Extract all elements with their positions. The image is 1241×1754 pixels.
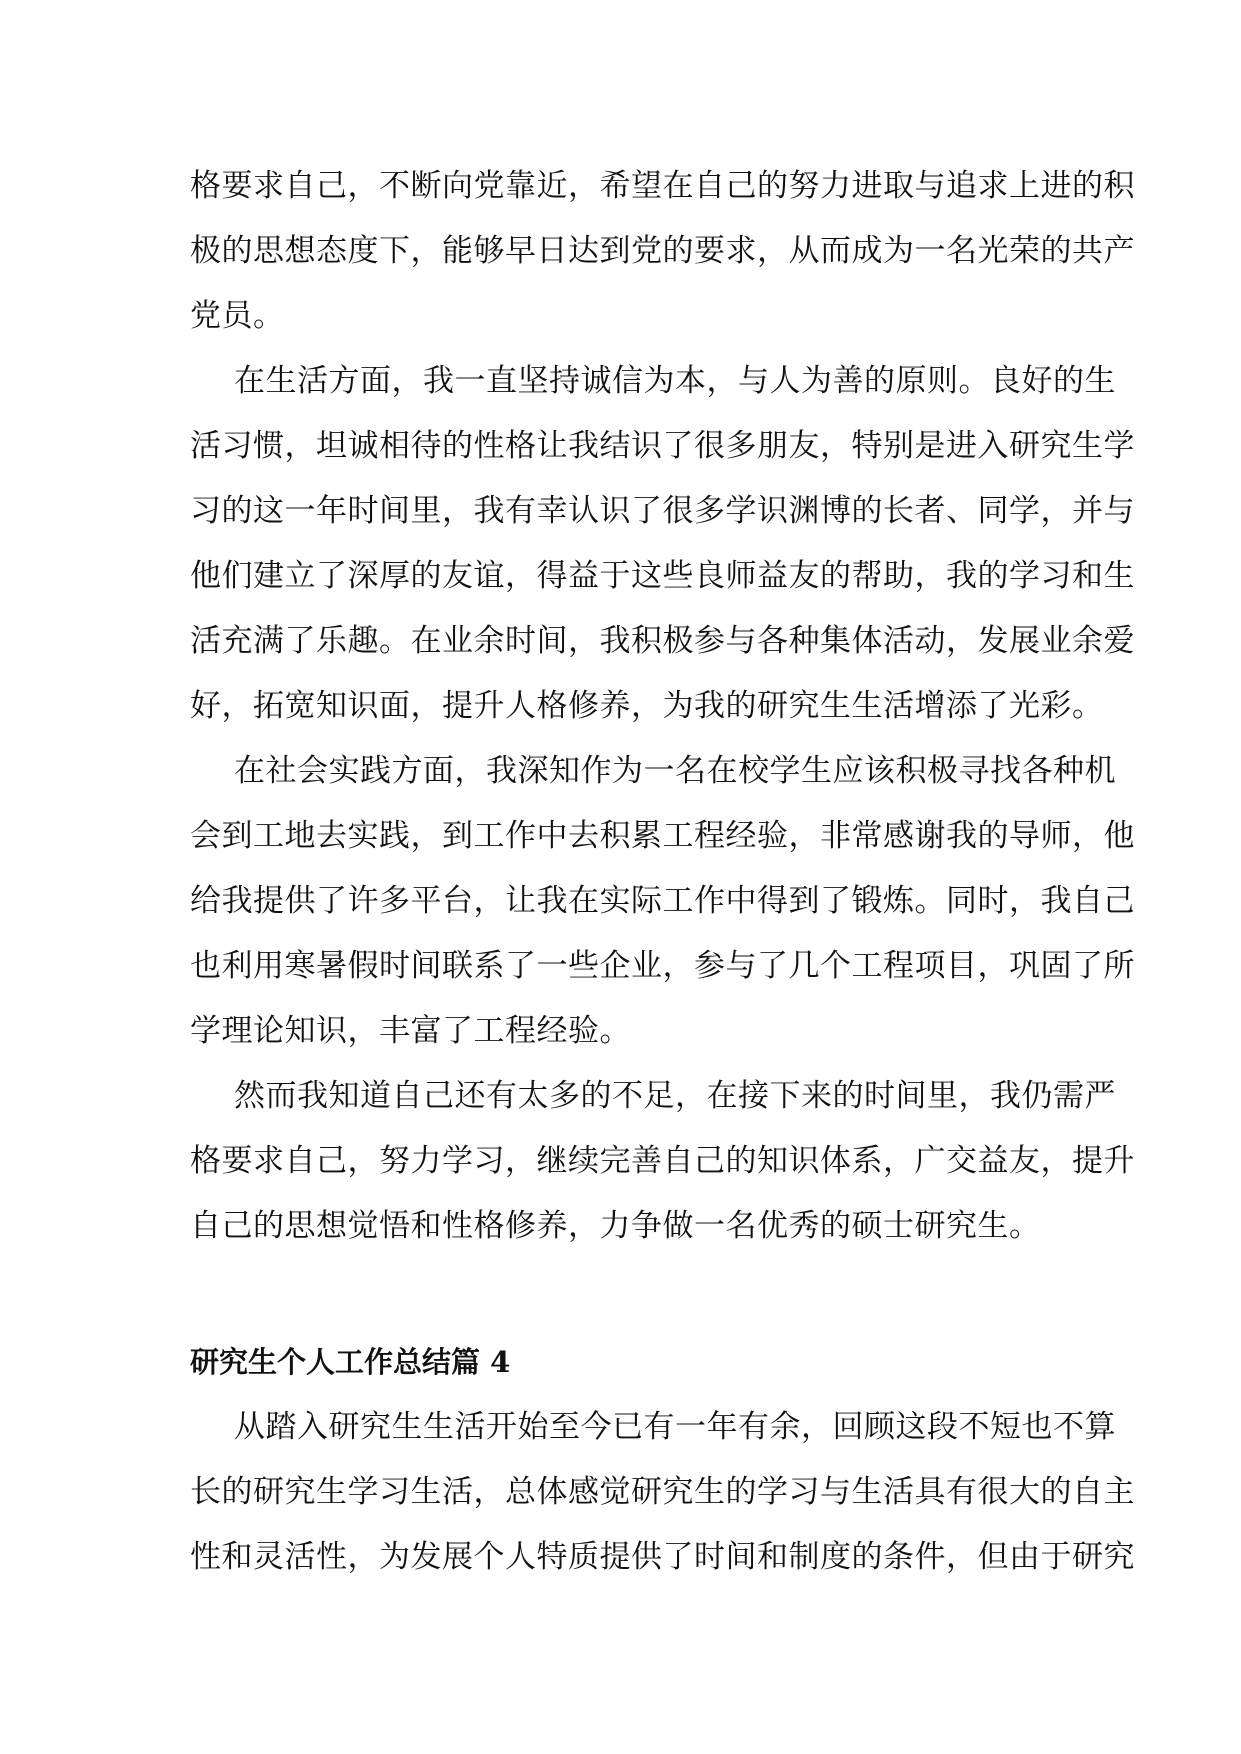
paragraph-line: 极的思想态度下，能够早日达到党的要求，从而成为一名光荣的共产 (190, 233, 1135, 269)
paragraph-line: 性和灵活性，为发展个人特质提供了时间和制度的条件，但由于研究 (190, 1539, 1135, 1575)
paragraph-line: 从踏入研究生生活开始至今已有一年有余，回顾这段不短也不算 (234, 1409, 1116, 1445)
document-body (190, 154, 1135, 1590)
paragraph-line: 在社会实践方面，我深知作为一名在校学生应该积极寻找各种机 (234, 753, 1116, 789)
paragraph-line: 习的这一年时间里，我有幸认识了很多学识渊博的长者、同学，并与 (190, 493, 1135, 529)
paragraph-social-practice (190, 739, 1135, 1064)
paragraph-line: 然而我知道自己还有太多的不足，在接下来的时间里，我仍需严 (234, 1078, 1116, 1114)
paragraph-line: 会到工地去实践，到工作中去积累工程经验，非常感谢我的导师，他 (190, 818, 1135, 854)
paragraph-line: 党员。 (190, 298, 285, 334)
paragraph-line: 长的研究生学习生活，总体感觉研究生的学习与生活具有很大的自主 (190, 1474, 1135, 1510)
paragraph-line: 给我提供了许多平台，让我在实际工作中得到了锻炼。同时，我自己 (190, 883, 1135, 919)
paragraph-life (190, 349, 1135, 739)
paragraph-line: 他们建立了深厚的友谊，得益于这些良师益友的帮助，我的学习和生 (190, 558, 1135, 594)
paragraph-line: 格要求自己，不断向党靠近，希望在自己的努力进取与追求上进的积 (190, 168, 1135, 204)
paragraph-summary-intro (190, 1395, 1135, 1590)
paragraph-party-membership (190, 154, 1135, 349)
paragraph-shortcomings (190, 1064, 1135, 1259)
paragraph-line: 活习惯，坦诚相待的性格让我结识了很多朋友，特别是进入研究生学 (190, 428, 1135, 464)
paragraph-line: 好，拓宽知识面，提升人格修养，为我的研究生生活增添了光彩。 (190, 688, 1104, 724)
paragraph-line: 在生活方面，我一直坚持诚信为本，与人为善的原则。良好的生 (234, 363, 1116, 399)
paragraph-line: 自己的思想觉悟和性格修养，力争做一名优秀的硕士研究生。 (190, 1208, 1041, 1244)
paragraph-line: 活充满了乐趣。在业余时间，我积极参与各种集体活动，发展业余爱 (190, 623, 1135, 659)
paragraph-line: 格要求自己，努力学习，继续完善自己的知识体系，广交益友，提升 (190, 1143, 1135, 1179)
section-heading: 研究生个人工作总结篇 4 (190, 1345, 511, 1379)
section-spacer (190, 1259, 1056, 1330)
paragraph-line: 也利用寒暑假时间联系了一些企业，参与了几个工程项目，巩固了所 (190, 948, 1135, 984)
paragraph-line: 学理论知识，丰富了工程经验。 (190, 1013, 631, 1049)
